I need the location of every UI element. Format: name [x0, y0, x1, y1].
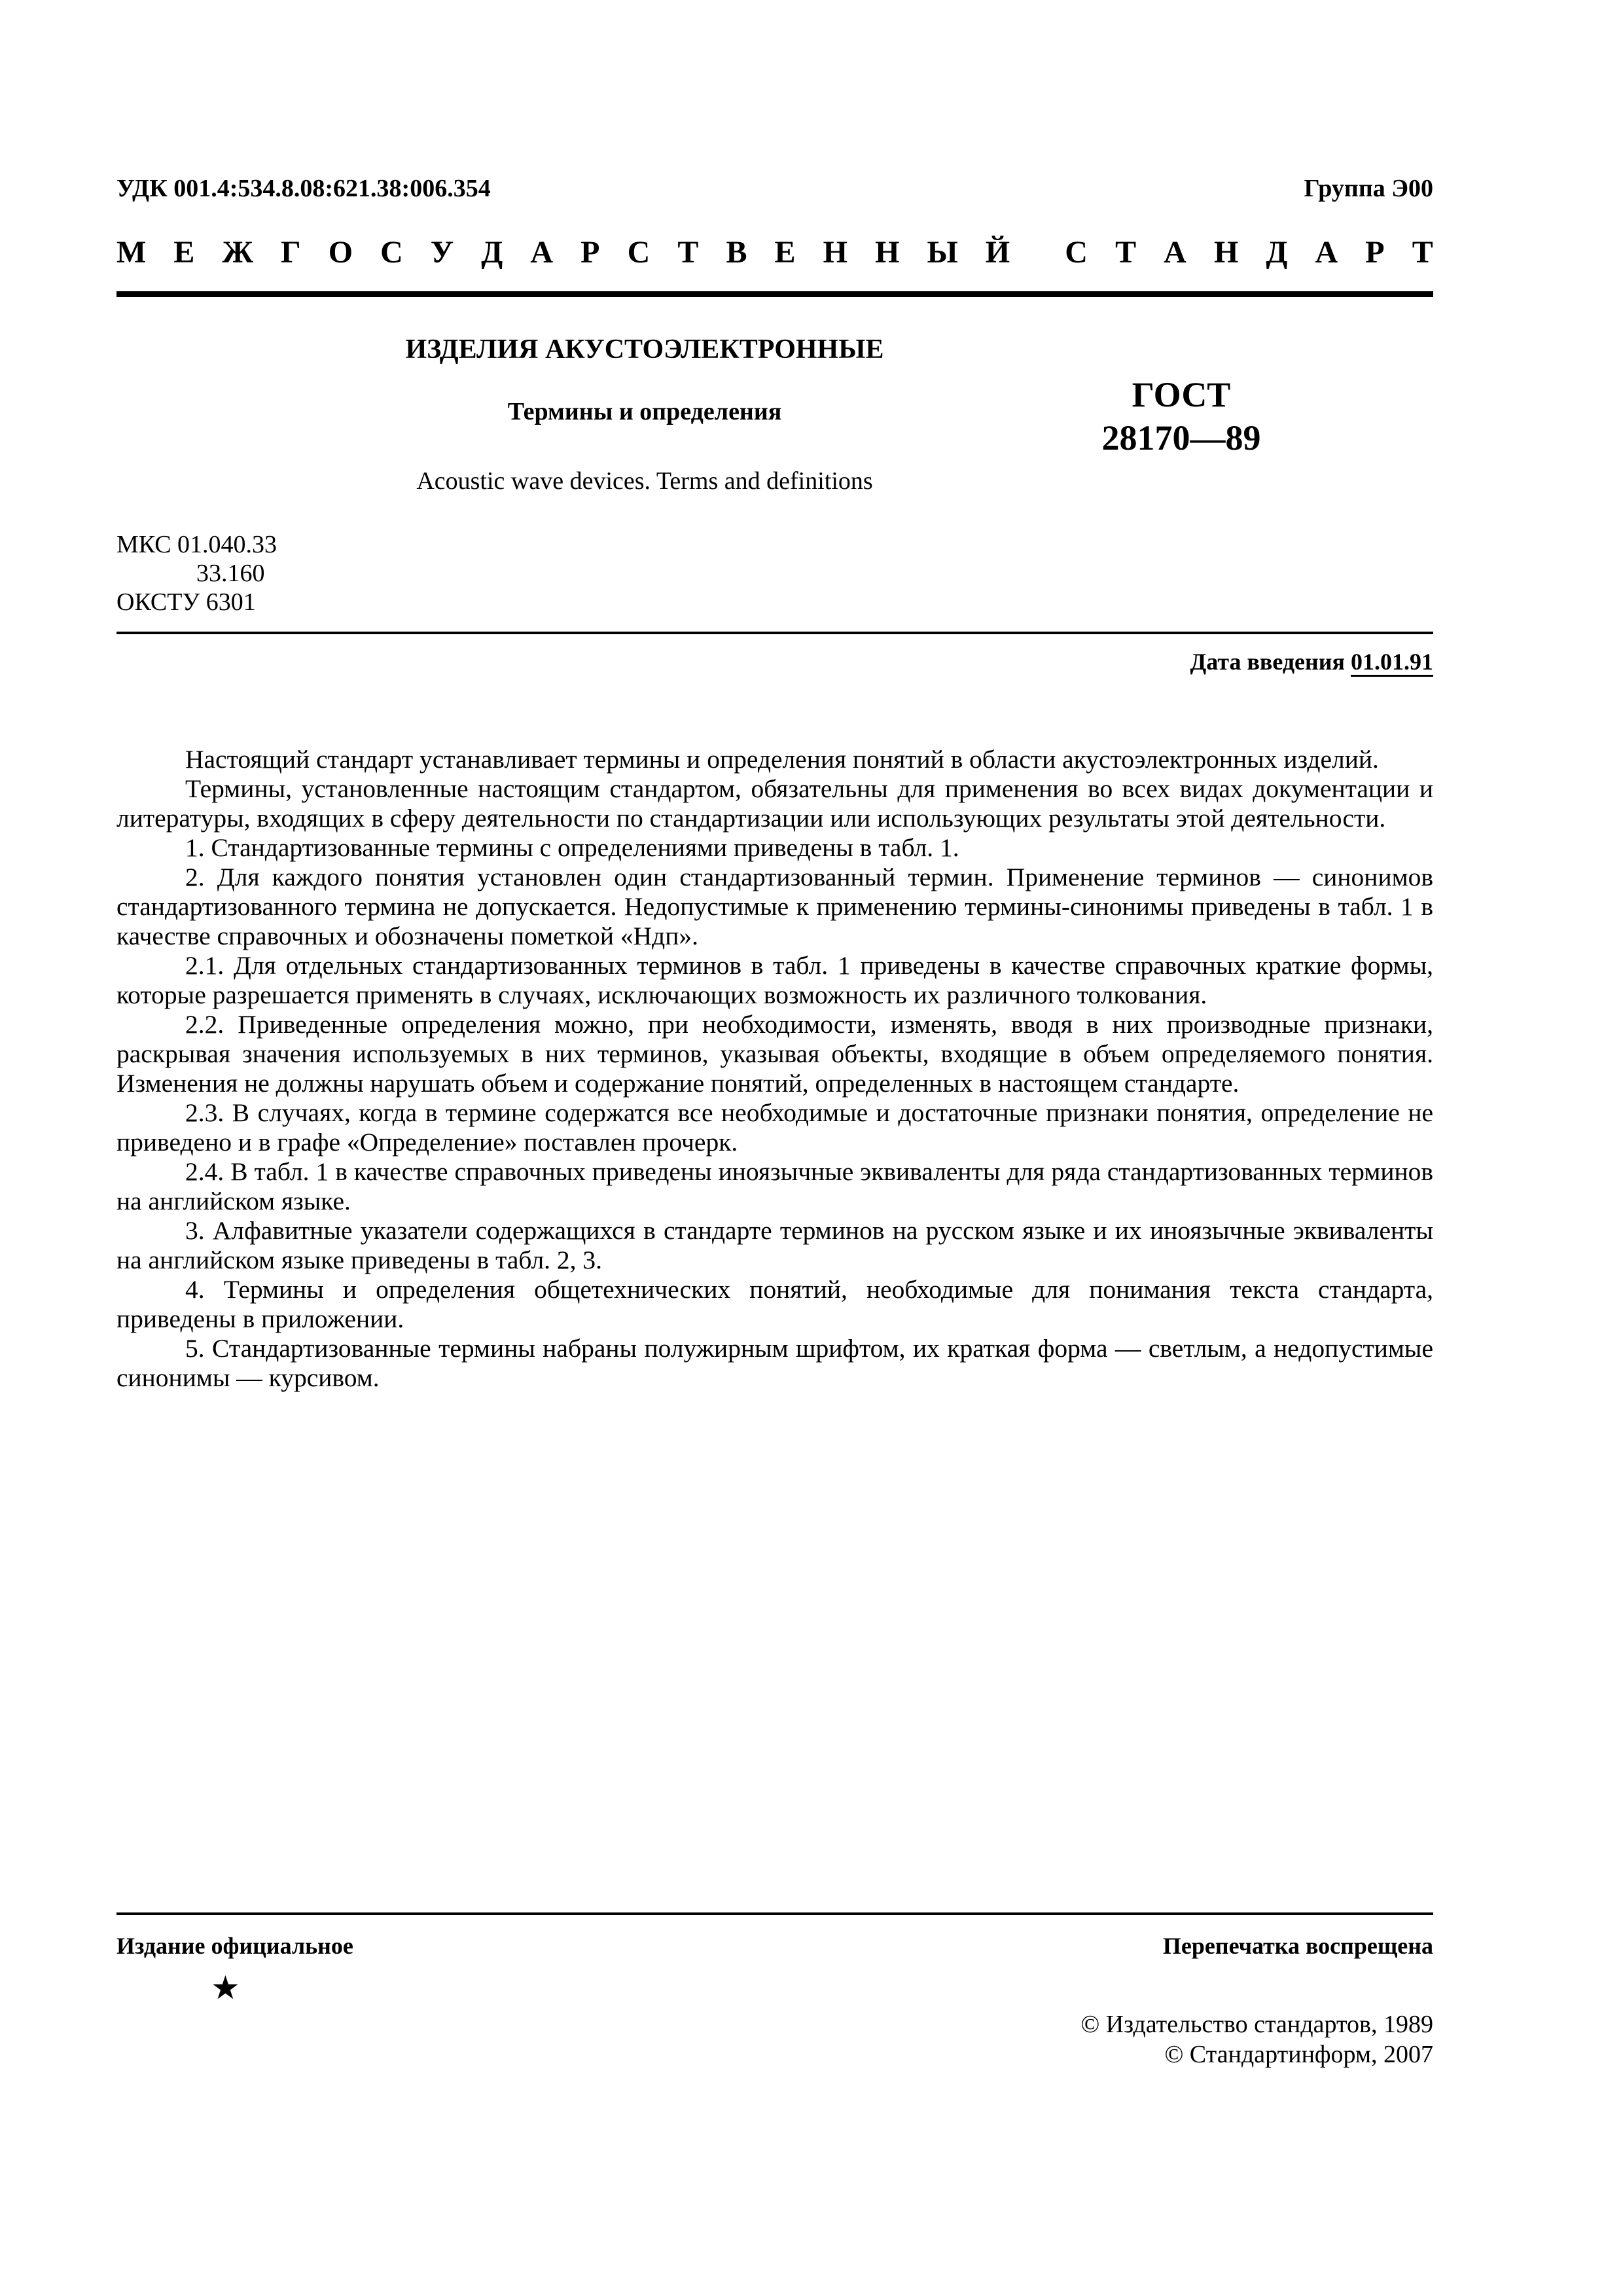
- mks-code-secondary: 33.160: [196, 560, 265, 587]
- gost-designation: [1083, 373, 1279, 459]
- copyright-line: © Издательство стандартов, 1989: [1080, 2011, 1433, 2038]
- footer-divider: [116, 1912, 1433, 1915]
- body-paragraph: 2.4. В табл. 1 в качестве справочных приведены иноязычные эквиваленты для ряда стандартизованных терминов на английском языке.: [116, 1157, 1433, 1215]
- gost-number: 28170—89: [1101, 418, 1261, 457]
- heading-letter: Е: [774, 235, 796, 270]
- body-paragraph: 3. Алфавитные указатели содержащихся в стандарте терминов на русском языке и их иноязычные эквиваленты на английском языке приведены в табл. 2, 3.: [116, 1216, 1433, 1274]
- heading-letter: Ж: [222, 235, 253, 270]
- heading-letter: А: [1164, 235, 1186, 270]
- introduction-date: [1190, 648, 1434, 675]
- copyright-line: © Стандартинформ, 2007: [1164, 2041, 1433, 2068]
- gost-label: ГОСТ: [1132, 375, 1231, 414]
- classification-divider: [116, 632, 1433, 634]
- body-paragraph: 2. Для каждого понятия установлен один стандартизованный термин. Применение терминов — синонимов стандартизованного термина не допускается. Недопустимые к применению термины-синонимы приведены в табл. 1 в качестве справочных и обозначены пометкой «Ндп».: [116, 863, 1433, 950]
- heading-letter: Д: [481, 235, 503, 270]
- heading-letter: Т: [677, 235, 699, 270]
- udk-code: УДК 001.4:534.8.08:621.38:006.354: [116, 175, 491, 202]
- reprint-note: Перепечатка воспрещена: [1162, 1933, 1433, 1959]
- document-body: [116, 745, 1433, 1393]
- heading-letter: В: [726, 235, 747, 270]
- body-paragraph: 1. Стандартизованные термины с определениями приведены в табл. 1.: [185, 833, 959, 862]
- heading-letter: Г: [281, 235, 301, 270]
- heading-letter: Р: [580, 235, 600, 270]
- body-paragraph: 2.3. В случаях, когда в термине содержатся все необходимые и достаточные признаки понятия, определение не приведено и в графе «Определение» поставлен прочерк.: [116, 1098, 1433, 1157]
- group-code: Группа Э00: [1304, 175, 1433, 202]
- body-paragraph: 2.1. Для отдельных стандартизованных терминов в табл. 1 приведены в качестве справочных краткие формы, которые разрешается применять в случаях, исключающих возможность их различного толкования.: [116, 951, 1433, 1009]
- okstu-code: ОКСТУ 6301: [116, 588, 256, 616]
- standard-kind-heading: [116, 234, 1433, 274]
- mks-code: МКС 01.040.33: [116, 531, 277, 558]
- classification-codes: [116, 530, 277, 617]
- heading-letter: Е: [173, 235, 195, 270]
- date-value: 01.01.91: [1351, 649, 1433, 677]
- heading-letter: Н: [823, 235, 847, 270]
- edition-note: Издание официальное: [116, 1933, 353, 1959]
- heading-letter: Т: [1115, 235, 1137, 270]
- header-divider: [116, 291, 1433, 297]
- heading-letter: У: [430, 235, 454, 270]
- body-paragraph: Настоящий стандарт устанавливает термины и определения понятий в области акустоэлектронных изделий.: [185, 745, 1379, 774]
- heading-letter: Й: [985, 235, 1010, 270]
- document-subtitle: Термины и определения: [507, 398, 782, 425]
- heading-letter: О: [328, 235, 353, 270]
- heading-letter: А: [1315, 235, 1338, 270]
- heading-letter: Т: [1412, 235, 1433, 270]
- heading-letter: Д: [1266, 235, 1288, 270]
- star-icon: ★: [211, 1969, 240, 2006]
- body-paragraph: 5. Стандартизованные термины набраны полужирным шрифтом, их краткая форма — светлым, а недопустимые синонимы — курсивом.: [116, 1334, 1433, 1392]
- body-paragraph: 4. Термины и определения общетехнических понятий, необходимые для понимания текста стандарта, приведены в приложении.: [116, 1275, 1433, 1333]
- document-title: ИЗДЕЛИЯ АКУСТОЭЛЕКТРОННЫЕ: [405, 334, 884, 365]
- document-title-english: Acoustic wave devices. Terms and definitions: [416, 467, 873, 495]
- heading-letter: Н: [875, 235, 900, 270]
- heading-letter: С: [1065, 235, 1088, 270]
- heading-letter: М: [116, 235, 147, 270]
- body-paragraph: Термины, установленные настоящим стандартом, обязательны для применения во всех видах документации и литературы, входящих в сферу деятельности по стандартизации или использующих результаты этой деятельности.: [116, 774, 1433, 833]
- heading-letter: С: [627, 235, 651, 270]
- heading-letter: А: [530, 235, 554, 270]
- copyright-block: [1080, 2009, 1433, 2070]
- date-label: Дата введения: [1190, 649, 1345, 675]
- body-paragraph: 2.2. Приведенные определения можно, при необходимости, изменять, вводя в них производные признаки, раскрывая значения используемых в них терминов, указывая объекты, входящие в объем определяемого понятия. Изменения не должны нарушать объем и содержание понятий, определенных в настоящем стандарте.: [116, 1010, 1433, 1098]
- heading-letter: Р: [1365, 235, 1385, 270]
- heading-letter: Н: [1213, 235, 1239, 270]
- heading-letter: С: [380, 235, 403, 270]
- heading-letter: Ы: [927, 235, 958, 270]
